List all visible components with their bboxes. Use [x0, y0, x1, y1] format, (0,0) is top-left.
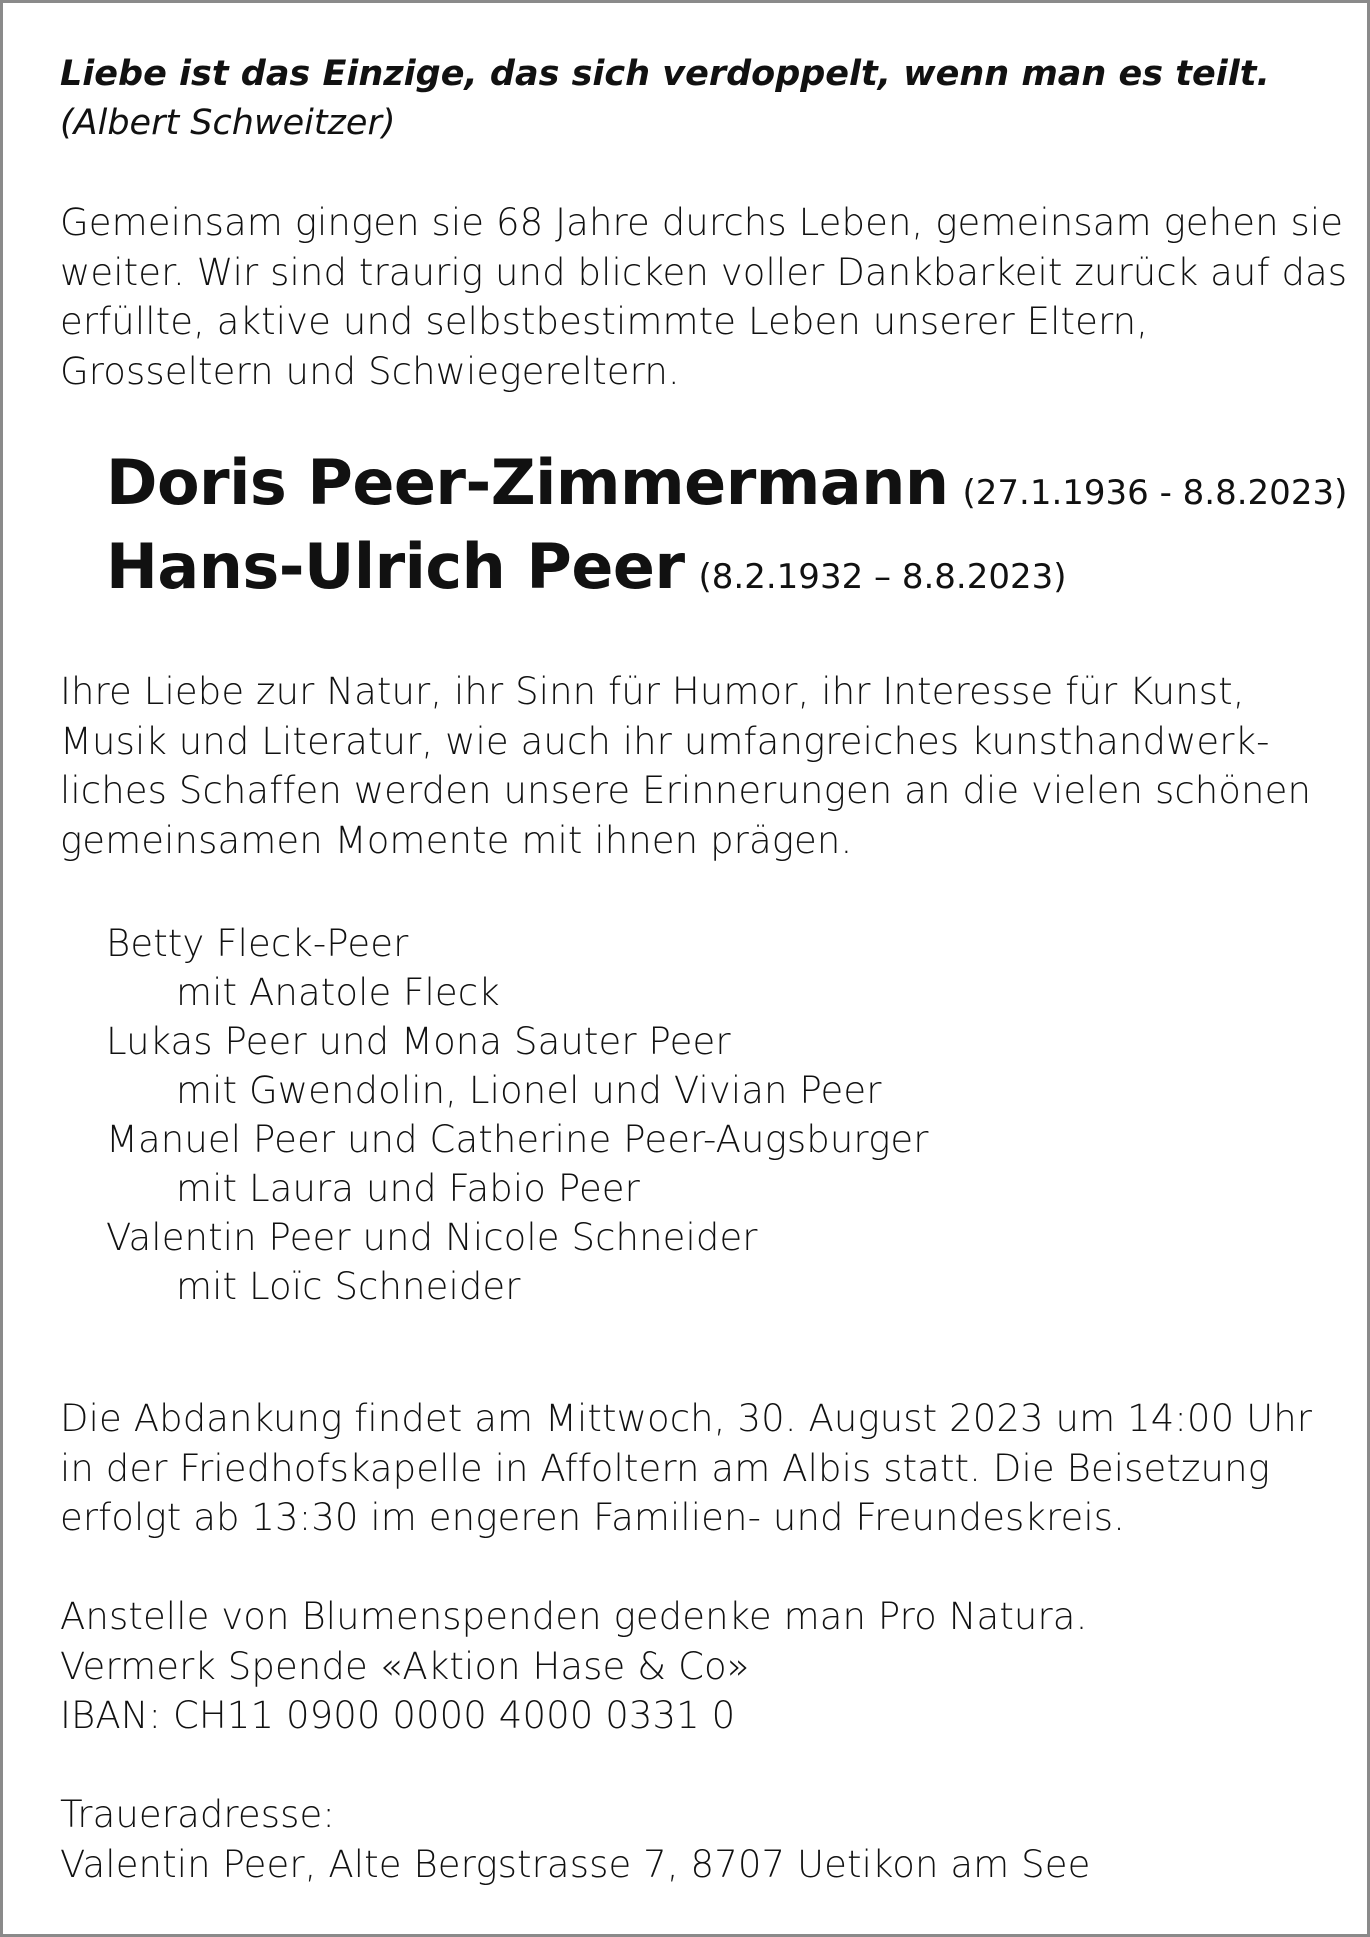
intro-line: weiter. Wir sind traurig und blicken voller Dankbarkeit zurück auf das	[60, 250, 1348, 294]
relative-sub: mit Gwendolin, Lionel und Vivian Peer	[176, 1069, 882, 1112]
deceased-row	[106, 446, 1347, 519]
ceremony-paragraph	[60, 1394, 1312, 1543]
tribute-paragraph	[60, 667, 1311, 865]
tribute-line: gemeinsamen Momente mit ihnen prägen.	[60, 818, 853, 862]
tribute-line: Musik und Literatur, wie auch ihr umfangreiches kunsthandwerk-	[60, 719, 1270, 763]
address-label: Traueradresse:	[60, 1793, 335, 1836]
relative-name: Lukas Peer und Mona Sauter Peer	[106, 1020, 731, 1063]
tribute-line: liches Schaffen werden unsere Erinnerungen an die vielen schönen	[60, 769, 1312, 812]
deceased-dates: (8.2.1932 – 8.8.2023)	[698, 557, 1067, 597]
donation-line: IBAN: CH11 0900 0000 4000 0331 0	[60, 1694, 736, 1737]
relative-sub: mit Anatole Fleck	[176, 971, 500, 1014]
relative-name: Valentin Peer und Nicole Schneider	[106, 1216, 758, 1259]
relative-name: Manuel Peer und Catherine Peer-Augsburger	[106, 1118, 929, 1161]
motto-quote: Liebe ist das Einzige, das sich verdoppelt, wenn man es teilt.	[60, 54, 1270, 94]
intro-line: Grosseltern und Schwiegereltern.	[60, 349, 680, 393]
motto-author: (Albert Schweitzer)	[60, 103, 396, 143]
deceased-dates: (27.1.1936 - 8.8.2023)	[962, 473, 1348, 513]
donation-paragraph	[60, 1592, 1087, 1741]
deceased-name: Doris Peer-Zimmermann	[106, 446, 949, 519]
donation-line: Anstelle von Blumenspenden gedenke man Pro Natura.	[60, 1595, 1088, 1638]
ceremony-line: in der Friedhofskapelle in Affoltern am Albis statt. Die Beisetzung	[60, 1446, 1270, 1490]
tribute-line: Ihre Liebe zur Natur, ihr Sinn für Humor, ihr Interesse für Kunst,	[60, 670, 1245, 713]
deceased-name: Hans-Ulrich Peer	[106, 530, 685, 603]
intro-paragraph	[60, 198, 1347, 396]
intro-line: erfüllte, aktive und selbstbestimmte Leben unserer Eltern,	[60, 300, 1149, 343]
relative-sub: mit Laura und Fabio Peer	[176, 1167, 640, 1210]
intro-line: Gemeinsam gingen sie 68 Jahre durchs Leben, gemeinsam gehen sie	[60, 201, 1344, 244]
mourning-address	[60, 1790, 1090, 1889]
address-value: Valentin Peer, Alte Bergstrasse 7, 8707 Uetikon am See	[60, 1842, 1091, 1886]
donation-line: Vermerk Spende «Aktion Hase & Co»	[60, 1644, 750, 1688]
relative-name: Betty Fleck-Peer	[106, 922, 409, 965]
motto	[60, 50, 1270, 148]
ceremony-line: erfolgt ab 13:30 im engeren Familien- und Freundeskreis.	[60, 1496, 1125, 1539]
ceremony-line: Die Abdankung findet am Mittwoch, 30. August 2023 um 14:00 Uhr	[60, 1397, 1313, 1440]
deceased-row	[106, 530, 1067, 603]
relative-sub: mit Loïc Schneider	[176, 1265, 521, 1308]
